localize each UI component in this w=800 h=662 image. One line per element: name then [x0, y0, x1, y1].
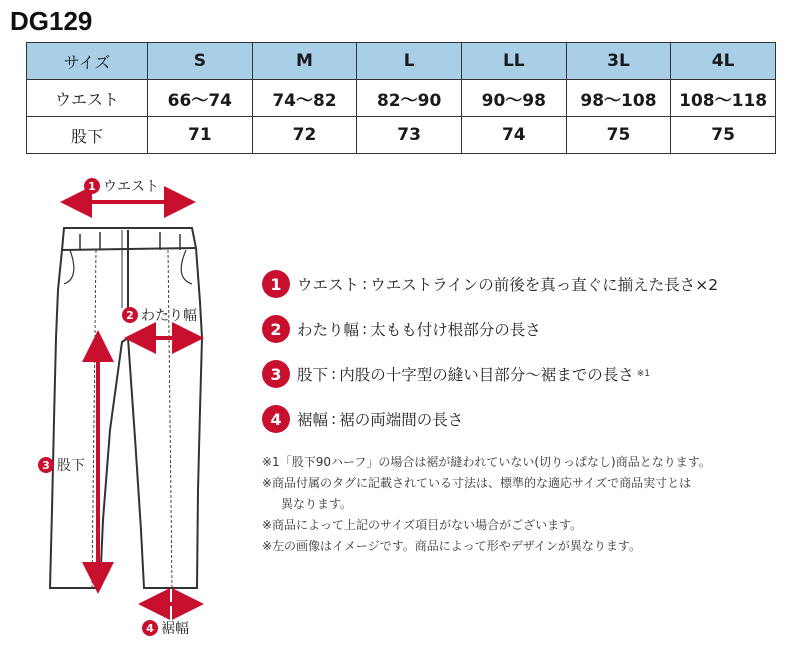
size-table	[26, 42, 776, 154]
legend-badge: 4	[262, 405, 290, 433]
table-cell: 73	[357, 117, 462, 154]
size-header-row	[27, 43, 776, 80]
size-header-cell: 4L	[671, 43, 776, 80]
badge-1: 1	[84, 178, 100, 194]
pants-illustration	[0, 170, 250, 658]
legend-item	[262, 358, 792, 390]
hem-label-text: 裾幅	[161, 621, 189, 637]
badge-4: 4	[142, 620, 158, 636]
size-header-label: サイズ	[27, 43, 148, 80]
table-cell: 108〜118	[671, 80, 776, 117]
legend-description: ウエストラインの前後を真っ直ぐに揃えた長さ×2	[370, 276, 719, 294]
table-cell: 74	[461, 117, 566, 154]
inseam-row	[27, 117, 776, 154]
inseam-label-text: 股下	[57, 458, 85, 474]
legend-separator: :	[362, 320, 368, 338]
legend-separator: :	[362, 275, 368, 293]
table-cell: 75	[566, 117, 671, 154]
hem-label	[142, 618, 189, 638]
table-cell: 98〜108	[566, 80, 671, 117]
table-cell: 71	[148, 117, 253, 154]
legend-term: わたり幅	[297, 321, 360, 339]
pants-outline	[50, 228, 202, 588]
size-header-cell: M	[252, 43, 357, 80]
notes	[262, 452, 792, 557]
table-cell: 82〜90	[357, 80, 462, 117]
legend-separator: :	[331, 410, 337, 428]
note-line: ※商品によって上記のサイズ項目がない場合がございます。	[262, 518, 583, 532]
legend-term: 股下	[297, 366, 329, 384]
legend-footnote: ※1	[636, 369, 651, 379]
product-code: DG129	[10, 6, 93, 36]
size-header-cell: LL	[461, 43, 566, 80]
legend-description: 裾の両端間の長さ	[339, 411, 464, 429]
table-cell: 90〜98	[461, 80, 566, 117]
legend-badge: 1	[262, 270, 290, 298]
note-line: ※左の画像はイメージです。商品によって形やデザインが異なります。	[262, 539, 641, 553]
row-label: 股下	[27, 117, 148, 154]
size-header-cell: L	[357, 43, 462, 80]
waist-label	[84, 176, 159, 196]
note-line: ※1「股下90ハーフ」の場合は裾が縫われていない(切りっぱなし)商品となります。	[262, 455, 711, 469]
legend-term: 裾幅	[297, 411, 329, 429]
legend-item	[262, 313, 792, 345]
row-label: ウエスト	[27, 80, 148, 117]
size-header-cell: 3L	[566, 43, 671, 80]
pants-diagram	[0, 170, 250, 658]
inseam-label	[38, 455, 85, 475]
legend-description: 太もも付け根部分の長さ	[370, 321, 541, 339]
note-line: ※商品付属のタグに記載されている寸法は、標準的な適応サイズで商品実寸とは	[262, 476, 692, 490]
measurement-legend	[262, 268, 792, 448]
note-line: 異なります。	[281, 497, 353, 511]
legend-badge: 2	[262, 315, 290, 343]
badge-2: 2	[122, 307, 138, 323]
thigh-label-text: わたり幅	[141, 308, 197, 324]
legend-separator: :	[331, 365, 337, 383]
legend-item	[262, 403, 792, 435]
size-header-cell: S	[148, 43, 253, 80]
table-cell: 66〜74	[148, 80, 253, 117]
waist-label-text: ウエスト	[103, 179, 159, 195]
table-cell: 74〜82	[252, 80, 357, 117]
badge-3: 3	[38, 457, 54, 473]
waist-row	[27, 80, 776, 117]
legend-term: ウエスト	[297, 276, 360, 294]
table-cell: 75	[671, 117, 776, 154]
legend-item	[262, 268, 792, 300]
legend-description: 内股の十字型の縫い目部分〜裾までの長さ	[339, 366, 634, 384]
legend-badge: 3	[262, 360, 290, 388]
thigh-label	[122, 305, 197, 325]
table-cell: 72	[252, 117, 357, 154]
